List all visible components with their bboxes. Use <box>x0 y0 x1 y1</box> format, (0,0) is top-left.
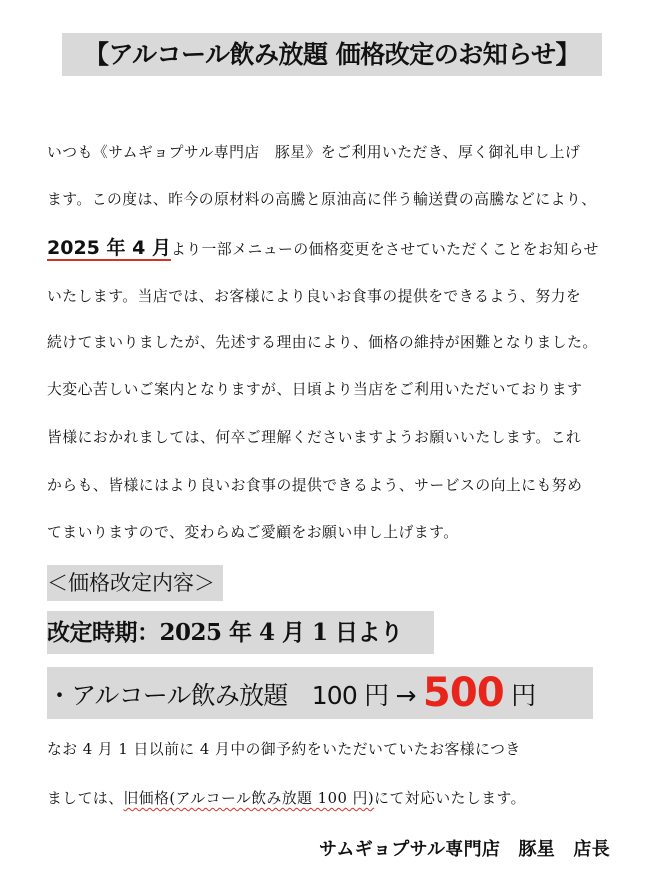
body-line: からも、皆様にはより良いお食事の提供できるよう、サービスの向上にも努め <box>47 477 583 494</box>
revision-period: 改定時期：2025 年 4 月 1 日より <box>47 611 434 654</box>
body-text: より一部メニューの価格変更をさせていただくことをお知らせ <box>170 241 599 258</box>
body-line: ます。この度は、昨今の原材料の高騰と原油高に伴う輸送費の高騰などにより、 <box>47 191 597 208</box>
new-price: 500 <box>422 670 504 716</box>
effective-date-highlight: 2025 年 4 月 <box>47 237 171 259</box>
body-line: 大変心苦しいご案内となりますが、日頃より当店をご利用いただいております <box>47 381 583 398</box>
body-line <box>47 236 599 262</box>
note-line: なお 4 月 1 日以前に 4 月中の御予約をいただいていたお客様につき <box>47 741 521 758</box>
section-heading: ＜価格改定内容＞ <box>47 565 223 601</box>
body-line: いたします。当店では、お客様により良いお食事の提供をできるよう、努力を <box>47 288 582 305</box>
price-change-row <box>47 667 593 719</box>
old-price-note: 旧価格(アルコール飲み放題 100 円) <box>123 790 375 807</box>
notice-title: 【アルコール飲み放題 価格改定のお知らせ】 <box>62 33 602 76</box>
new-price-unit: 円 <box>511 681 536 710</box>
body-line: 続けてまいりましたが、先述する理由により、価格の維持が困難となりました。 <box>47 334 598 351</box>
price-item-label: ・アルコール飲み放題 <box>47 681 312 710</box>
body-line: 皆様におかれましては、何卒ご理解くださいますようお願いいたします。これ <box>47 429 582 446</box>
note-line <box>47 789 526 809</box>
old-price: 100 円 → <box>311 681 416 710</box>
body-line: てまいりますので、変わらぬご愛顧をお願い申し上げます。 <box>47 524 459 541</box>
note-text: ましては、 <box>47 790 124 807</box>
note-text: にて対応いたします。 <box>374 790 526 807</box>
signature: サムギョプサル専門店 豚星 店長 <box>319 839 610 860</box>
body-line: いつも《サムギョプサル専門店 豚星》をご利用いただき、厚く御礼申し上げ <box>47 144 581 161</box>
